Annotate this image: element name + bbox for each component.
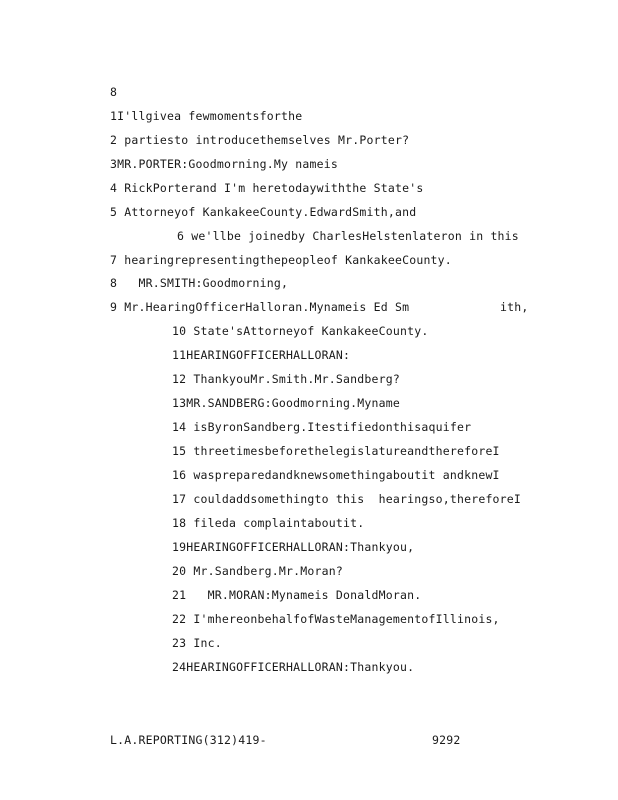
transcript-line-21: 21 MR.MORAN:Mynameis DonaldMoran. — [172, 588, 422, 602]
transcript-line-17: 17 couldaddsomethingto this hearingso,thereforeI — [172, 492, 522, 506]
transcript-line-19: 19HEARINGOFFICERHALLORAN:Thankyou, — [172, 540, 415, 554]
transcript-line-11: 11HEARINGOFFICERHALLORAN: — [172, 348, 351, 362]
transcript-line-20: 20 Mr.Sandberg.Mr.Moran? — [172, 564, 343, 578]
transcript-line-9: 9 Mr.HearingOfficerHalloran.Mynameis Ed Sm — [110, 300, 410, 314]
transcript-line-12: 12 ThankyouMr.Smith.Mr.Sandberg? — [172, 372, 400, 386]
transcript-line-13: 13MR.SANDBERG:Goodmorning.Myname — [172, 396, 400, 410]
transcript-line-24: 24HEARINGOFFICERHALLORAN:Thankyou. — [172, 660, 415, 674]
transcript-line-4: 4 RickPorterand I'm heretodaywiththe State's — [110, 181, 424, 195]
transcript-line-18: 18 fileda complaintaboutit. — [172, 516, 365, 530]
transcript-line-8: 8 MR.SMITH:Goodmorning, — [110, 276, 289, 290]
transcript-line-22: 22 I'mhereonbehalfofWasteManagementofIllinois, — [172, 612, 500, 626]
transcript-line-1: 1I'llgivea fewmomentsforthe — [110, 109, 303, 123]
footer-reporting-agency: L.A.REPORTING(312)419- — [110, 733, 267, 747]
page-number: 8 — [110, 85, 118, 99]
transcript-line-5: 5 Attorneyof KankakeeCounty.EdwardSmith,and — [110, 205, 417, 219]
transcript-line-15: 15 threetimesbeforethelegislatureandthereforeI — [172, 444, 500, 458]
transcript-line-3: 3MR.PORTER:Goodmorning.My nameis — [110, 157, 338, 171]
footer-phone-suffix: 9292 — [432, 733, 461, 747]
transcript-line-16: 16 waspreparedandknewsomethingaboutit andknewI — [172, 468, 500, 482]
transcript-line-10: 10 State'sAttorneyof KankakeeCounty. — [172, 324, 429, 338]
transcript-line-14: 14 isByronSandberg.Itestifiedonthisaquifer — [172, 420, 472, 434]
transcript-line-9-continuation: ith, — [500, 300, 529, 314]
transcript-line-7: 7 hearingrepresentingthepeopleof KankakeeCounty. — [110, 253, 452, 267]
transcript-line-6: 6 we'llbe joinedby CharlesHelstenlateron in this — [177, 229, 519, 243]
transcript-line-23: 23 Inc. — [172, 636, 222, 650]
transcript-line-2: 2 partiesto introducethemselves Mr.Porter? — [110, 133, 410, 147]
